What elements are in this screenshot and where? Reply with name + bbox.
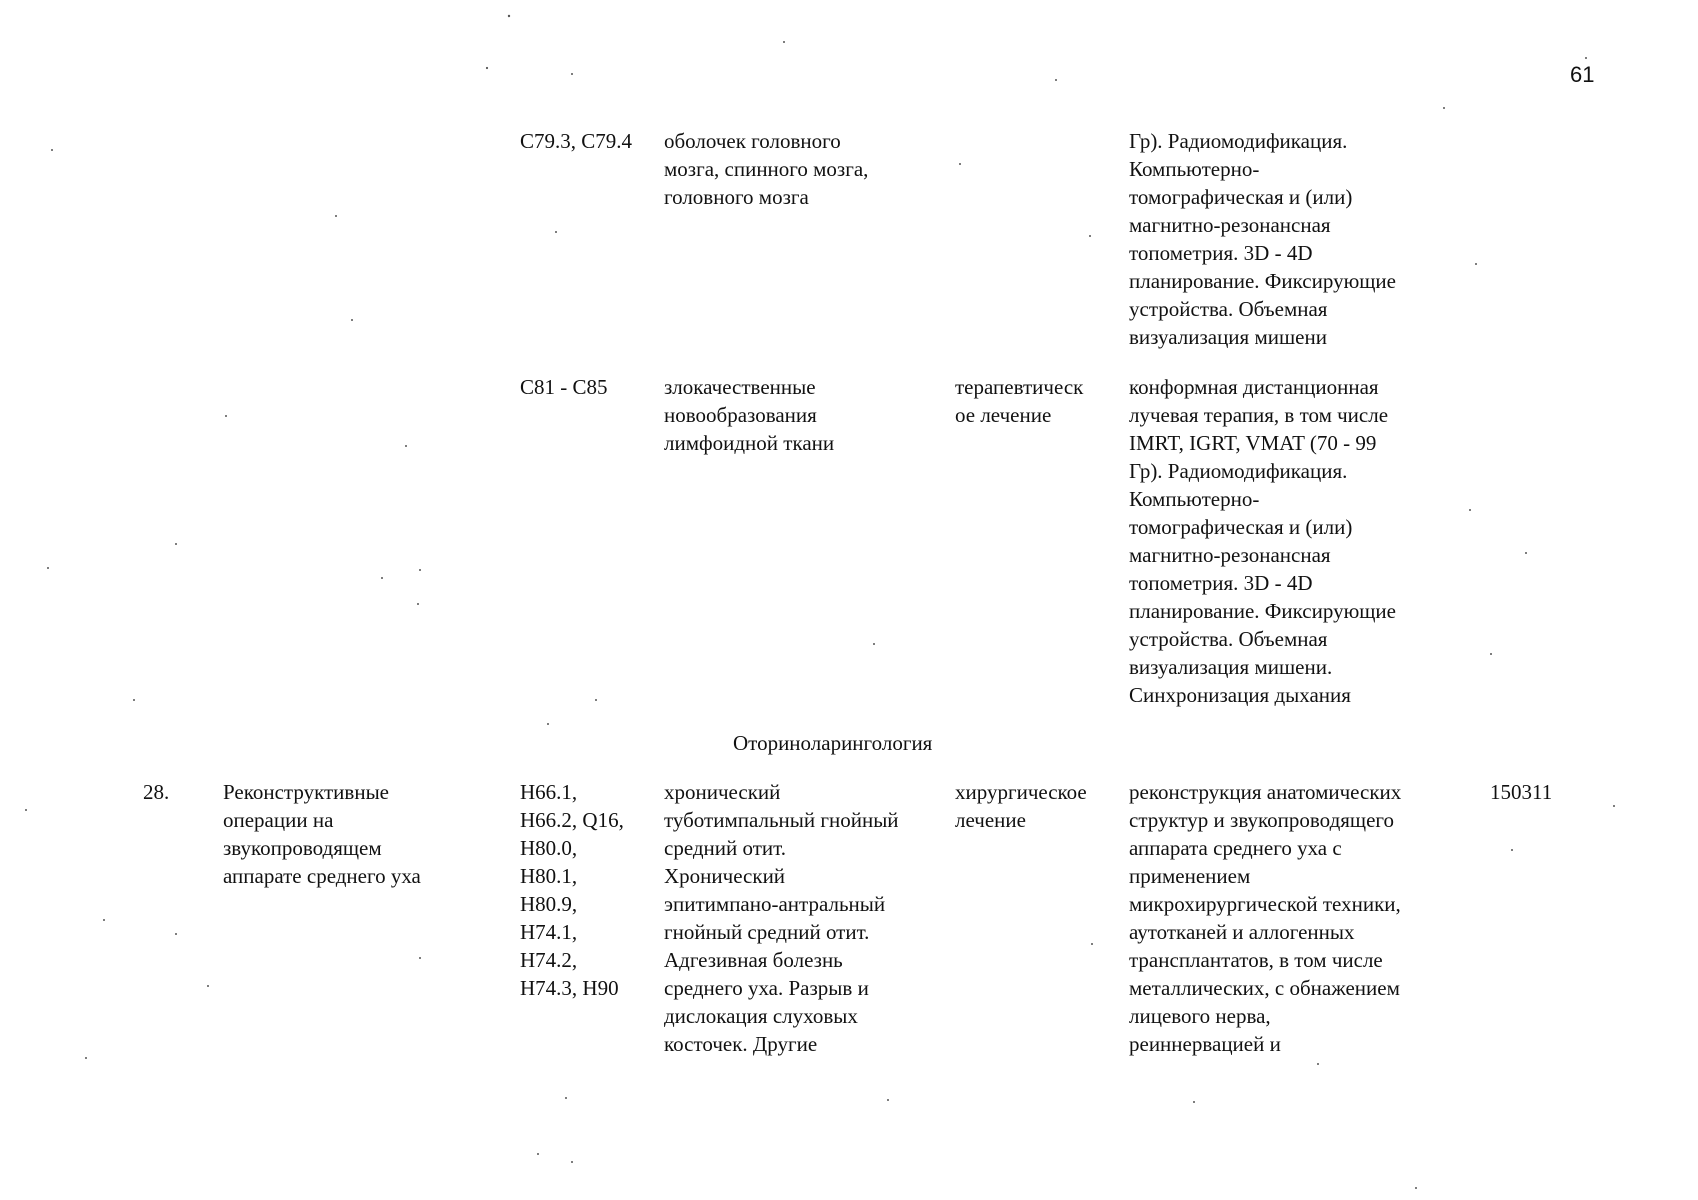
row-number: 28. bbox=[143, 780, 170, 804]
icd-codes: C79.3, C79.4 bbox=[520, 129, 633, 153]
treatment-method: Гр). Радиомодификация. Компьютерно- томографическая и (или) магнитно-резонансная топометрия. 3D - 4D планирование. Фиксирующие устройства. Объемная визуализация мишени bbox=[1129, 129, 1396, 349]
patient-model: оболочек головного мозга, спинного мозга, головного мозга bbox=[664, 129, 869, 209]
icd-codes: C81 - C85 bbox=[520, 375, 608, 399]
table-row bbox=[0, 127, 1698, 357]
standard-cost: 150311 bbox=[1490, 780, 1553, 804]
treatment-kind: терапевтическ ое лечение bbox=[955, 375, 1084, 427]
treatment-method: реконструкция анатомических структур и звукопроводящего аппарата среднего уха с применением микрохирургической техники, аутотканей и аллогенных трансплантатов, в том числе металлических, с обнажением лицевого нерва, реиннервацией и bbox=[1129, 780, 1402, 1056]
treatment-kind: хирургическое лечение bbox=[955, 780, 1087, 832]
page-number: 61 bbox=[1570, 62, 1595, 87]
treatment-method: конформная дистанционная лучевая терапия, в том числе IMRT, IGRT, VMAT (70 - 99 Гр). Радиомодификация. Компьютерно- томографическая и (или) магнитно-резонансная топометрия. 3D - 4D планирование. Фиксирующие устройства. Объемная визуализация мишени. Синхронизация дыхания bbox=[1129, 375, 1396, 707]
section-heading: Оториноларингология bbox=[733, 731, 933, 755]
patient-model: злокачественные новообразования лимфоидной ткани bbox=[664, 375, 835, 455]
table-row bbox=[0, 778, 1698, 1078]
icd-codes: H66.1, H66.2, Q16, H80.0, H80.1, H80.9, H74.1, H74.2, H74.3, H90 bbox=[520, 780, 624, 1000]
table-row bbox=[0, 373, 1698, 713]
care-type-name: Реконструктивные операции на звукопроводящем аппарате среднего уха bbox=[223, 780, 421, 888]
patient-model: хронический туботимпальный гнойный средний отит. Хронический эпитимпано-антральный гнойный средний отит. Адгезивная болезнь среднего уха. Разрыв и дислокация слуховых косточек. Другие bbox=[664, 780, 899, 1056]
